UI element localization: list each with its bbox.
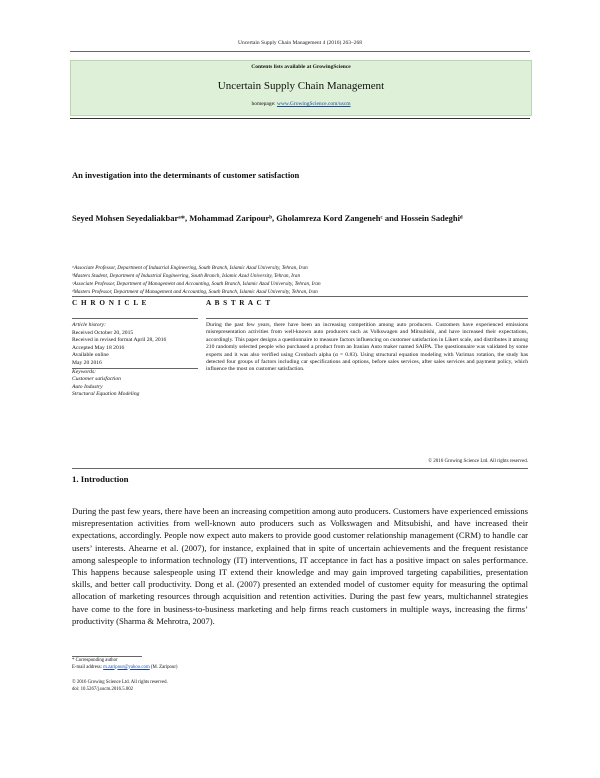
history-label: Article history: (72, 322, 107, 328)
homepage-link[interactable]: www.GrowingScience.com/uscm (276, 101, 351, 107)
abstract-text: During the past few years, there have been an increasing competition among auto producers. Customers have experienced emissions misrepresentation activities from well-known auto producers such as Volkswagen and Mitsubishi, and have increased their expectations, accordingly. This paper designs a questionnaire to measure factors influencing on customer satisfaction in Likert scale, and distributes it among 210 randomly selected people who purchased a product from an Iranian Auto maker named SAIPA. The questionnaire was validated by some experts and it was also verified using Cronbach alpha (α = 0.83). Using structural equation modeling with Varimax rotation, the study has detected four groups of factors including car specifications and options, before sales services, after sales services and payment policy, which influence the most on customer satisfaction. (206, 322, 528, 373)
homepage-line (71, 101, 531, 107)
running-head: Uncertain Supply Chain Management 4 (2016) 263–268 (237, 40, 363, 46)
email-owner: (M. Zaripour) (149, 664, 178, 670)
affiliation-a: ᵃAssociate Professor, Department of Industrial Engineering, South Branch, Islamic Azad University, Tehran, Iran (72, 265, 308, 271)
email-line (72, 665, 528, 672)
corresponding-note: * Corresponding author (72, 658, 118, 663)
affiliations (72, 264, 532, 296)
chronicle-bottom-rule (72, 468, 528, 469)
chronicle-mid-rule-right (206, 318, 528, 319)
accepted-date: Accepted May 18 2016 (72, 344, 125, 351)
homepage-label: homepage: (251, 101, 277, 107)
footer-copyright: © 2016 Growing Science Ltd. All rights reserved. (72, 680, 168, 685)
email-link[interactable]: m.zaripour@yahoo.com (103, 664, 150, 670)
abstract-copyright: © 2016 Growing Science Ltd. All rights reserved. (428, 459, 528, 464)
footer-doi: doi: 10.5267/j.uscm.2016.5.002 (72, 686, 134, 692)
article-info (72, 322, 198, 399)
keyword-3: Structural Equation Modeling (72, 391, 140, 398)
email-label: E-mail address: (72, 664, 104, 670)
affiliation-b: ᵇMasters Student, Department of Industrial Engineering, South Branch, Islamic Azad University, Tehran, Iran (72, 273, 301, 279)
journal-banner (70, 60, 532, 116)
online-date: May 20 2016 (72, 359, 102, 366)
online-label: Available online (72, 352, 109, 359)
chronicle-top-rule (72, 296, 528, 297)
banner-rule (70, 118, 530, 119)
introduction-text: During the past few years, there have been an increasing competition among auto producers. Customers have experienced emissions misrepresentation activities from well-known auto producers such as Volkswagen and Mitsubishi, and have increased their expectations, accordingly. People now expect auto makers to provide good customer relationship management (CRM) to handle car users’ interests. Ahearne et al. (2007), for instance, explained that in spite of uncertain achievements and the frequent resistance among salespeople to information technology (IT) interventions, IT acceptance in fact has a positive impact on sales performance. This happens because salespeople using IT extend their knowledge and may gain improved targeting capabilities, presentation skills, and better call productivity. Dong et al. (2007) presented an extended model of customer equity for measuring the optimal allocation of marketing resources through acquisition and retention activities. During the past few years, multichannel strategies have come to the fore in business-to-business marketing and help firms reach customers in multiple ways, increasing the firms’ productivity (Sharma & Mehrotra, 2007). (72, 506, 528, 626)
journal-title: Uncertain Supply Chain Management (217, 80, 385, 92)
affiliation-c: ᶜAssociate Professor, Department of Management and Accounting, South Branch, Islamic Azad University, Tehran, Iran (72, 281, 321, 287)
affiliation-d: ᵈMasters Professor, Department of Management and Accounting, South Branch, Islamic Azad University, Tehran, Iran (72, 289, 318, 295)
footnote (72, 658, 528, 671)
received-date: Received October 20, 2015 (72, 329, 134, 336)
chronicle-heading: C H R O N I C L E (72, 299, 148, 307)
keywords-label: Keywords: (72, 368, 97, 375)
keyword-2: Auto Industry (72, 383, 103, 390)
header-rule (70, 51, 530, 52)
availability-note: Contents lists available at GrowingScience (251, 64, 351, 70)
chronicle-mid-rule-left (72, 318, 198, 319)
footnote-rule (72, 656, 142, 657)
revised-date: Received in revised format April 28, 2016 (72, 337, 167, 344)
author-list: Seyed Mohsen Seyedaliakbarᵃ*, Mohammad Zaripourᵇ, Gholamreza Kord Zangenehᶜ and Hossein Sadeghiᵈ (72, 213, 463, 223)
paper-title: An investigation into the determinants of customer satisfaction (72, 170, 300, 180)
keyword-1: Customer satisfaction (72, 376, 121, 383)
abstract-heading: A B S T R A C T (206, 299, 272, 307)
page-footer (72, 680, 528, 693)
section-heading-introduction: 1. Introduction (72, 474, 129, 484)
